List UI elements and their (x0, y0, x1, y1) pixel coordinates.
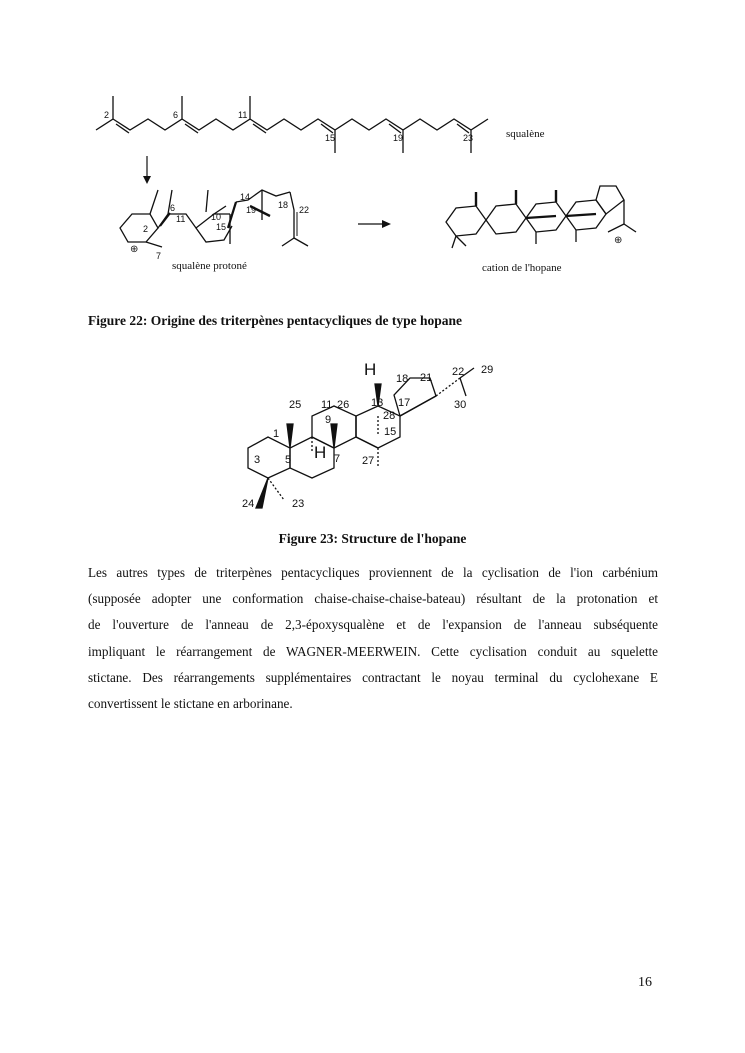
hopane-label-25: 25 (289, 399, 302, 411)
squalene-structure (96, 96, 488, 153)
hopane-label-22: 22 (452, 366, 465, 378)
hopane-label-1: 1 (273, 428, 280, 440)
hopane-label-17: 17 (398, 397, 411, 409)
cation-charge-icon: ⊕ (614, 235, 623, 246)
hopane-label-11: 11 (321, 399, 333, 411)
protonated-num-19: 19 (246, 205, 257, 215)
protonated-num-6: 6 (170, 203, 176, 213)
protonated-num-7: 7 (156, 251, 162, 261)
protonated-num-22: 22 (299, 205, 310, 215)
body-line: (supposée adopter une conformation chaise-chaise-chaise-bateau) résultant de la protonation et (88, 591, 658, 607)
hopane-label-h-bottom: H (314, 443, 327, 462)
figure-23-caption: Figure 23: Structure de l'hopane (278, 531, 467, 546)
hopane-label-27: 27 (362, 455, 375, 467)
figure-22-caption: Figure 22: Origine des triterpènes pentacycliques de type hopane (88, 313, 462, 328)
hopane-label-5: 5 (285, 454, 292, 466)
body-line: impliquant le réarrangement de WAGNER-MEERWEIN. Cette cyclisation conduit au squelette (88, 643, 658, 659)
hopane-label-13: 13 (371, 397, 384, 409)
squalene-num-23: 23 (463, 133, 474, 143)
hopane-label-9: 9 (325, 414, 332, 426)
hopane-label-15: 15 (384, 426, 397, 438)
hopane-label-26: 26 (337, 399, 350, 411)
protonated-num-11: 11 (176, 214, 186, 224)
arrow-right-icon (358, 220, 391, 228)
hopane-cation-structure (446, 186, 636, 248)
protonated-num-10: 10 (211, 212, 222, 222)
hopane-cation-label: cation de l'hopane (482, 262, 562, 274)
protonated-num-18: 18 (278, 200, 289, 210)
figure-22-scheme (0, 0, 745, 300)
protonated-squalene-label: squalène protoné (172, 260, 247, 272)
figure-23-hopane-structure (0, 340, 745, 540)
squalene-num-6: 6 (173, 110, 179, 120)
squalene-num-15: 15 (325, 133, 336, 143)
arrow-down-icon (143, 156, 151, 184)
protonated-charge-icon: ⊕ (130, 244, 139, 255)
squalene-num-11: 11 (238, 110, 248, 120)
body-paragraph (88, 560, 658, 717)
body-line: Les autres types de triterpènes pentacycliques proviennent de la cyclisation de l'ion carbénium (88, 565, 658, 580)
hopane-label-23: 23 (292, 498, 305, 510)
protonated-num-14: 14 (240, 192, 251, 202)
hopane-label-29: 29 (481, 364, 494, 376)
hopane-label-7: 7 (334, 453, 341, 465)
hopane-label-28: 28 (383, 410, 396, 422)
hopane-label-3: 3 (254, 454, 261, 466)
squalene-label: squalène (506, 128, 545, 140)
protonated-num-15: 15 (216, 222, 227, 232)
body-line: convertissent le stictane en arborinane. (88, 696, 293, 712)
page-number: 16 (638, 975, 652, 990)
squalene-num-2: 2 (104, 110, 110, 120)
hopane-label-24: 24 (242, 498, 255, 510)
squalene-num-19: 19 (393, 133, 404, 143)
hopane-label-h-top: H (364, 360, 377, 379)
protonated-num-2: 2 (143, 224, 149, 234)
hopane-label-21: 21 (420, 372, 433, 384)
body-line: de l'ouverture de l'anneau de 2,3-époxysqualène et de l'expansion de l'anneau subséquente (88, 617, 658, 633)
hopane-label-30: 30 (454, 399, 467, 411)
hopane-label-18: 18 (396, 373, 409, 385)
body-line: stictane. Des réarrangements supplémentaires contractant le noyau terminal du cyclohexane E (88, 669, 658, 685)
